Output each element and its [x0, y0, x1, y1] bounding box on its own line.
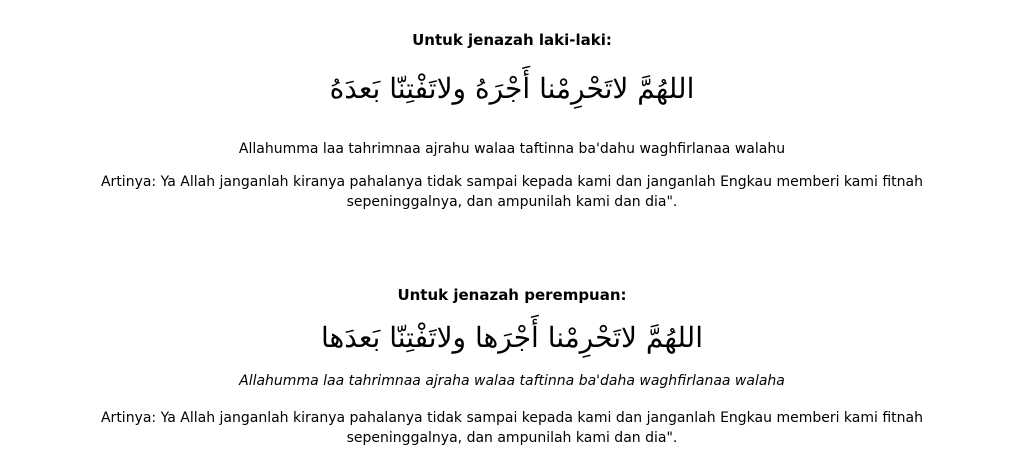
arabic-prayer: اللهُمَّ لاتَحْرِمْنا أَجْرَهُ ولاتَفْتِنّا بَعدَهُ — [329, 72, 695, 105]
latin-transliteration: Allahumma laa tahrimnaa ajrahu walaa taftinna ba'dahu waghfirlanaa walahu — [238, 141, 786, 157]
arabic-prayer: اللهُمَّ لاتَحْرِمْنا أَجْرَها ولاتَفْتِنّا بَعدَها — [321, 321, 703, 354]
section-heading: Untuk jenazah laki-laki: — [412, 31, 612, 49]
section-perempuan — [0, 286, 1024, 448]
translation-text: Artinya: Ya Allah janganlah kiranya pahalanya tidak sampai kepada kami dan janganlah Engkau memberi kami fitnah sepeninggalnya, dan ampunilah kami dan dia". — [100, 174, 923, 210]
translation-text: Artinya: Ya Allah janganlah kiranya pahalanya tidak sampai kepada kami dan janganlah Engkau memberi kami fitnah sepeninggalnya, dan ampunilah kami dan dia". — [100, 410, 923, 446]
section-laki-laki — [0, 31, 1024, 212]
latin-transliteration: Allahumma laa tahrimnaa ajraha walaa taftinna ba'daha waghfirlanaa walaha — [239, 373, 785, 389]
section-heading: Untuk jenazah perempuan: — [397, 286, 627, 304]
